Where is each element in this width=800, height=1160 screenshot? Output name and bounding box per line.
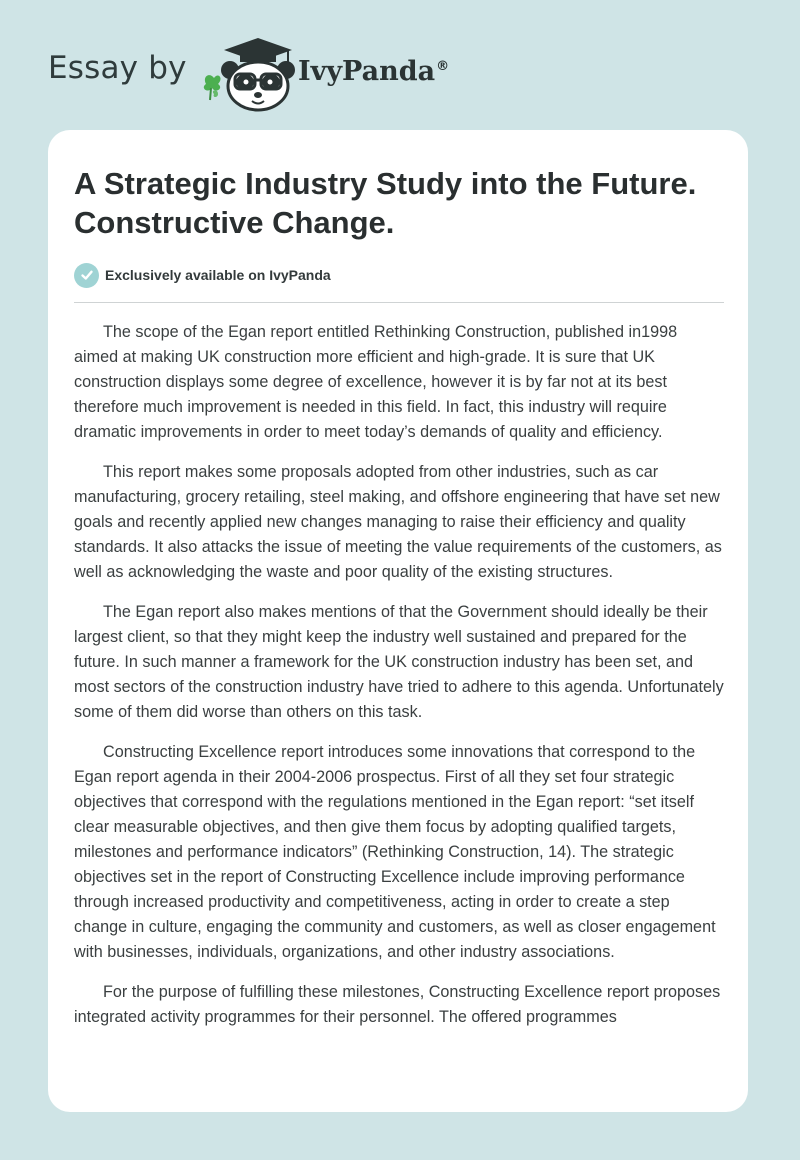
essay-by-label: Essay by — [48, 50, 187, 86]
article-card — [48, 130, 748, 1112]
site-header — [48, 36, 508, 112]
exclusive-label: Exclusively available on IvyPanda — [105, 267, 331, 283]
paragraph: This report makes some proposals adopted from other industries, such as car manufacturing, grocery retailing, steel making, and offshore engineering that have set new goals and recently applied new changes managing to raise their efficiency and quality standards. It also attacks the issue of meeting the value requirements of the customers, as well as acknowledging the waste and poor quality of the existing structures. — [74, 463, 722, 581]
paragraph: For the purpose of fulfilling these milestones, Constructing Excellence report proposes integrated activity programmes for their personnel. The offered programmes — [74, 983, 721, 1026]
exclusive-badge — [74, 262, 331, 288]
check-icon — [74, 263, 99, 288]
registered-mark: ® — [436, 59, 450, 74]
brand-name[interactable]: IvyPanda® — [298, 56, 450, 87]
panda-graduate-icon[interactable] — [200, 36, 296, 112]
paragraph: The Egan report also makes mentions of that the Government should ideally be their largest client, so that they might keep the industry well sustained and prepared for the future. In such manner a framework for the UK construction industry has been set, and most sectors of the construction industry have tried to adhere to this agenda. Unfortunately some of them did worse than others on this task. — [74, 603, 724, 721]
article-body — [74, 320, 724, 1045]
divider — [74, 302, 724, 303]
paragraph: The scope of the Egan report entitled Rethinking Construction, published in1998 aimed at making UK construction more efficient and high-grade. It is sure that UK construction displays some degree of excellence, however it is by far not at its best therefore much improvement is needed in this field. In fact, this industry will require dramatic improvements in order to meet today’s demands of quality and efficiency. — [74, 323, 678, 441]
paragraph: Constructing Excellence report introduces some innovations that correspond to the Egan report agenda in their 2004-2006 prospectus. First of all they set four strategic objectives that correspond with the regulations mentioned in the Egan report: “set itself clear measurable objectives, and then give them focus by adopting qualified targets, milestones and performance indicators” (Rethinking Construction, 14). The strategic objectives set in the report of Constructing Excellence include improving performance through increased productivity and competitiveness, acting in order to create a step change in culture, engaging the community and customers, as well as closer engagement with businesses, individuals, organizations, and other industry associations. — [74, 743, 716, 961]
page-title: A Strategic Industry Study into the Future. Constructive Change. — [74, 166, 697, 240]
